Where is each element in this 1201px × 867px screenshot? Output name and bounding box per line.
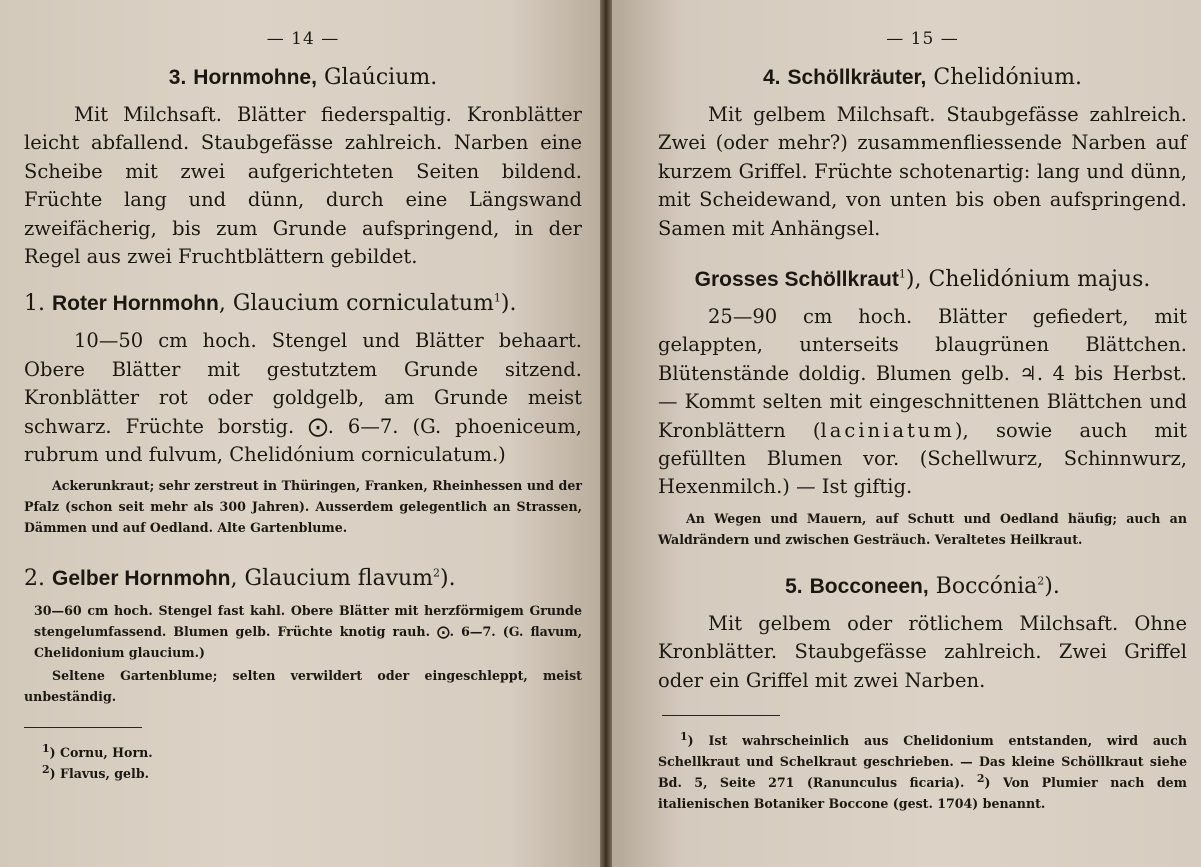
heading-latin: Glaúcium. xyxy=(323,65,438,90)
right-page xyxy=(612,0,1201,867)
species-description: 30—60 cm hoch. Stengel fast kahl. Obere Blätter mit herzförmigem Grunde stengelumfassend. Blumen gelb. Früchte knotig rauh. ⨀. 6—7. (G. flavum, Chelidonium glaucium.) xyxy=(34,603,582,661)
footnote-text: ) Ist wahrscheinlich aus Chelidonium entstanden, wird auch Schellkraut und Schelkraut geschrieben. — Das kleine Schöllkraut siehe Bd. 5, Seite 271 (Ranunculus ficaria). xyxy=(658,733,1187,791)
species-latin: , Glaucium flavum xyxy=(230,566,434,592)
heading-number: 3. xyxy=(168,66,187,89)
species-name: Grosses Schöllkraut xyxy=(694,268,899,292)
footnote xyxy=(658,730,1187,814)
footnote-rule xyxy=(662,715,780,716)
species-name: Gelber Hornmohn xyxy=(52,567,231,591)
species-latin: , Glaucium corniculatum xyxy=(218,291,494,317)
species-name: Roter Hornmohn xyxy=(52,292,219,316)
footnote-mark: 2 xyxy=(976,771,985,785)
footnote-text: ) Cornu, Horn. xyxy=(49,745,153,761)
footnote-rule xyxy=(24,727,142,728)
species-heading xyxy=(24,564,582,594)
species-description: 10—50 cm hoch. Stengel und Blätter behaart. Obere Blätter mit gestutztem Grunde sitzend. Kronblätter rot oder goldgelb, am Grunde meist schwarz. Früchte borstig. ⨀. 6—7. (G. phoeniceum, rubrum und fulvum, Chelidónium corniculatum.) xyxy=(24,329,582,467)
footnote-ref: 1 xyxy=(493,292,501,306)
heading-number: 5. xyxy=(785,574,803,598)
heading-name: Schöllkräuter, xyxy=(787,66,927,89)
heading-name: Bocconeen, xyxy=(809,574,929,598)
heading-name: Hornmohne, xyxy=(193,66,317,89)
species-habitat: Seltene Gartenblume; selten verwildert oder eingeschleppt, meist unbeständig. xyxy=(24,668,582,705)
book-gutter xyxy=(600,0,612,867)
species-latin: ), Chelidónium majus. xyxy=(905,267,1151,293)
footnote-text: ) Flavus, gelb. xyxy=(49,766,150,782)
heading-tail: ). xyxy=(1044,573,1060,599)
species-habitat: An Wegen und Mauern, auf Schutt und Oedland häufig; auch an Waldrändern und zwischen Gesträuch. Veraltetes Heilkraut. xyxy=(658,510,1187,547)
species-heading xyxy=(24,289,582,319)
footnote-text: ) Von Plumier nach dem italienischen Botaniker Boccone (gest. 1704) benannt. xyxy=(658,775,1187,812)
section-paragraph: Mit Milchsaft. Blätter fiederspaltig. Kronblätter leicht abfallend. Staubgefässe zahlreich. Narben eine Scheibe mit zwei aufgerichteten Seiten bildend. Früchte lang und dünn, durch eine Längswand zweifächerig, bis zum Grunde aufspringend, in der Regel aus zwei Fruchtblättern gebildet. xyxy=(24,103,582,269)
page-number: — 15 — xyxy=(886,29,959,49)
species-habitat: Ackerunkraut; sehr zerstreut in Thüringen, Franken, Rheinhessen und der Pfalz (schon seit mehr als 300 Jahren). Ausserdem gelegentlich an Strassen, Dämmen und auf Oedland. Alte Gartenblume. xyxy=(24,478,582,536)
left-page xyxy=(0,0,600,867)
heading-latin: Chelidónium. xyxy=(933,65,1083,90)
species-tail: ). xyxy=(500,291,517,317)
footnote-ref: 1 xyxy=(898,267,906,281)
species-description xyxy=(658,303,1187,502)
heading-latin: Boccónia xyxy=(935,573,1038,599)
description-part: ), sowie auch mit gefüllten Blumen vor. (Schellwurz, Schinnwurz, Hexenmilch.) — Ist giftig. xyxy=(658,418,1187,499)
heading-number: 4. xyxy=(762,66,781,89)
variety-name: laciniatum xyxy=(820,418,955,442)
page-number: — 14 — xyxy=(266,29,340,49)
species-tail: ). xyxy=(440,566,456,592)
footnote-ref: 2 xyxy=(433,567,441,581)
footnote-mark: 1 xyxy=(42,742,50,756)
section-heading xyxy=(658,572,1187,602)
species-number: 1. xyxy=(24,291,45,317)
footnote xyxy=(24,763,582,784)
footnote-mark: 1 xyxy=(680,729,688,743)
section-heading xyxy=(24,63,582,93)
description-part: 25—90 cm hoch. Blätter gefiedert, mit gelappten, unterseits blaugrünen Blättchen. Blütenstände doldig. Blumen gelb. ♃. 4 bis Herbst. — Kommt selten mit eingeschnittenen Blättchen und Kronblättern ( xyxy=(658,305,1187,442)
footnote-mark: 2 xyxy=(42,763,50,777)
footnote xyxy=(24,742,582,763)
section-heading xyxy=(658,63,1187,93)
footnote-ref: 2 xyxy=(1037,574,1045,588)
species-number: 2. xyxy=(24,566,45,592)
species-heading xyxy=(658,265,1187,295)
section-paragraph: Mit gelbem oder rötlichem Milchsaft. Ohne Kronblätter. Staubgefässe zahlreich. Zwei Griffel oder ein Griffel mit zwei Narben. xyxy=(658,611,1187,692)
section-paragraph: Mit gelbem Milchsaft. Staubgefässe zahlreich. Zwei (oder mehr?) zusammenfliessende Narben auf kurzem Griffel. Früchte schotenartig: lang und dünn, mit Scheidewand, von unten bis oben aufspringend. Samen mit Anhängsel. xyxy=(658,103,1187,240)
